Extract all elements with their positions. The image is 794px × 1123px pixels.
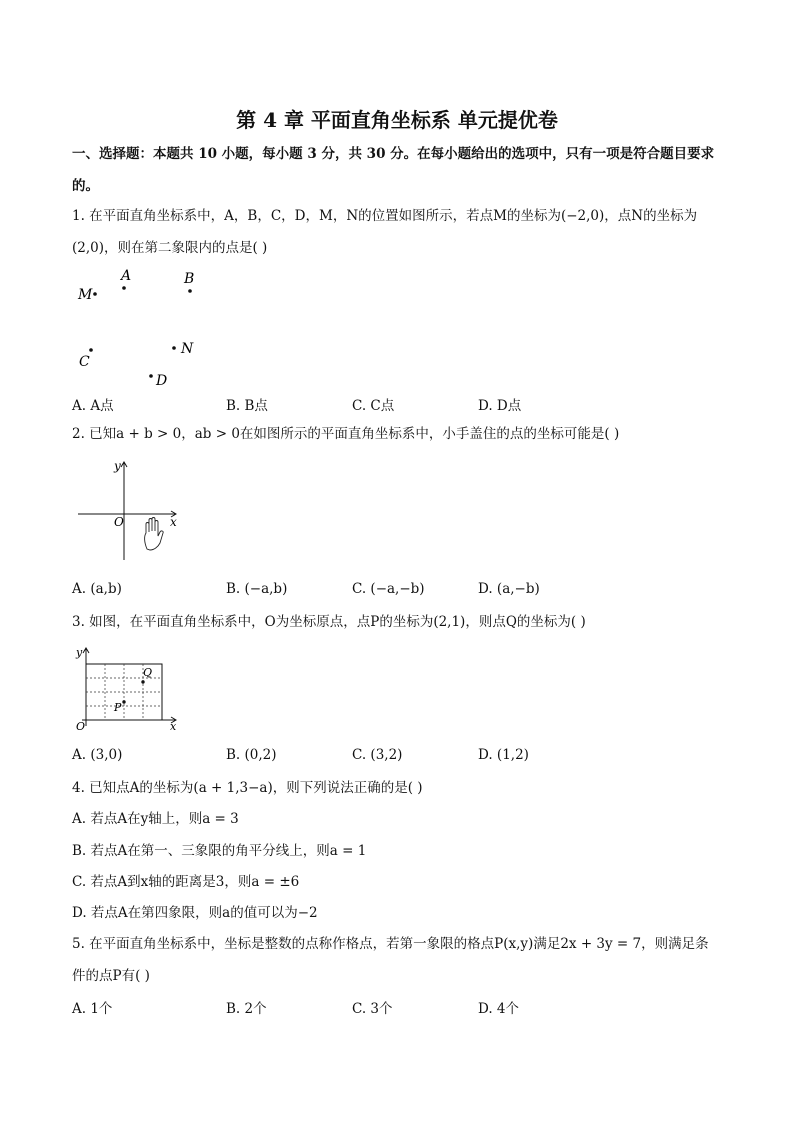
q4-option-d: D. 若点A在第四象限，则a的值可以为−2 bbox=[72, 905, 318, 921]
q1-stem: 1. 在平面直角坐标系中，A，B，C，D，M，N的位置如图所示，若点M的坐标为(−2,0)，点N的坐标为 bbox=[72, 208, 698, 224]
q3-option-d: D. (1,2) bbox=[478, 747, 529, 763]
q1-option-b: B. B点 bbox=[226, 398, 268, 414]
q2-option-b: B. (−a,b) bbox=[226, 581, 288, 597]
q5-stem-cont: 件的点P有( ) bbox=[72, 968, 150, 984]
label-m: M bbox=[78, 287, 93, 303]
q2-option-d: D. (a,−b) bbox=[478, 581, 540, 597]
point-a bbox=[122, 286, 126, 290]
label-x: x bbox=[170, 515, 177, 529]
label-d: D bbox=[156, 373, 168, 389]
label-b: B bbox=[184, 271, 195, 287]
label-origin: O bbox=[114, 515, 124, 529]
label-c: C bbox=[79, 354, 90, 370]
point-m bbox=[93, 292, 97, 296]
q4-stem: 4. 已知点A的坐标为(a + 1,3−a)，则下列说法正确的是( ) bbox=[72, 780, 423, 796]
q1-point-figure bbox=[70, 262, 210, 392]
q5-stem: 5. 在平面直角坐标系中，坐标是整数的点称作格点，若第一象限的格点P(x,y)满足2x + 3y = 7，则满足条 bbox=[72, 936, 709, 952]
label-y: y bbox=[76, 646, 83, 659]
q4-option-c: C. 若点A到x轴的距离是3，则a = ±6 bbox=[72, 874, 300, 890]
q5-option-d: D. 4个 bbox=[478, 1001, 520, 1017]
q5-option-b: B. 2个 bbox=[226, 1001, 267, 1017]
q1-option-d: D. D点 bbox=[478, 398, 522, 414]
point-p bbox=[122, 700, 125, 703]
q5-option-c: C. 3个 bbox=[352, 1001, 393, 1017]
q3-option-c: C. (3,2) bbox=[352, 747, 403, 763]
point-c bbox=[89, 348, 93, 352]
q1-option-c: C. C点 bbox=[352, 398, 395, 414]
label-a: A bbox=[121, 268, 132, 284]
hand-icon bbox=[145, 518, 164, 551]
q2-option-c: C. (−a,−b) bbox=[352, 581, 425, 597]
label-n: N bbox=[181, 341, 194, 357]
point-q bbox=[141, 680, 144, 683]
point-n bbox=[172, 346, 176, 350]
q4-option-a: A. 若点A在y轴上，则a = 3 bbox=[72, 811, 239, 827]
q1-stem-cont: (2,0)，则在第二象限内的点是( ) bbox=[72, 240, 268, 256]
q3-option-b: B. (0,2) bbox=[226, 747, 277, 763]
point-b bbox=[188, 289, 192, 293]
q2-option-a: A. (a,b) bbox=[72, 581, 122, 597]
q2-axes-figure bbox=[74, 456, 190, 566]
q3-option-a: A. (3,0) bbox=[72, 747, 123, 763]
q4-option-b: B. 若点A在第一、三象限的角平分线上，则a = 1 bbox=[72, 843, 367, 859]
label-q: Q bbox=[143, 666, 153, 679]
q5-option-a: A. 1个 bbox=[72, 1001, 113, 1017]
label-origin: O bbox=[76, 720, 86, 733]
section-heading: 一、选择题：本题共 10 小题，每小题 3 分，共 30 分。在每小题给出的选项中，只有一项是符合题目要求 bbox=[72, 146, 715, 162]
q1-option-a: A. A点 bbox=[72, 398, 114, 414]
q2-stem: 2. 已知a + b > 0，ab > 0在如图所示的平面直角坐标系中，小手盖住的点的坐标可能是( ) bbox=[72, 426, 620, 442]
q3-stem: 3. 如图，在平面直角坐标系中，O为坐标原点，点P的坐标为(2,1)，则点Q的坐标为( ) bbox=[72, 614, 586, 630]
section-heading-cont: 的。 bbox=[72, 178, 99, 194]
label-y: y bbox=[114, 459, 121, 473]
point-d bbox=[149, 374, 153, 378]
label-x: x bbox=[170, 720, 177, 733]
label-p: P bbox=[114, 701, 122, 714]
q3-grid-figure bbox=[74, 642, 190, 734]
page-title: 第 4 章 平面直角坐标系 单元提优卷 bbox=[236, 108, 558, 132]
